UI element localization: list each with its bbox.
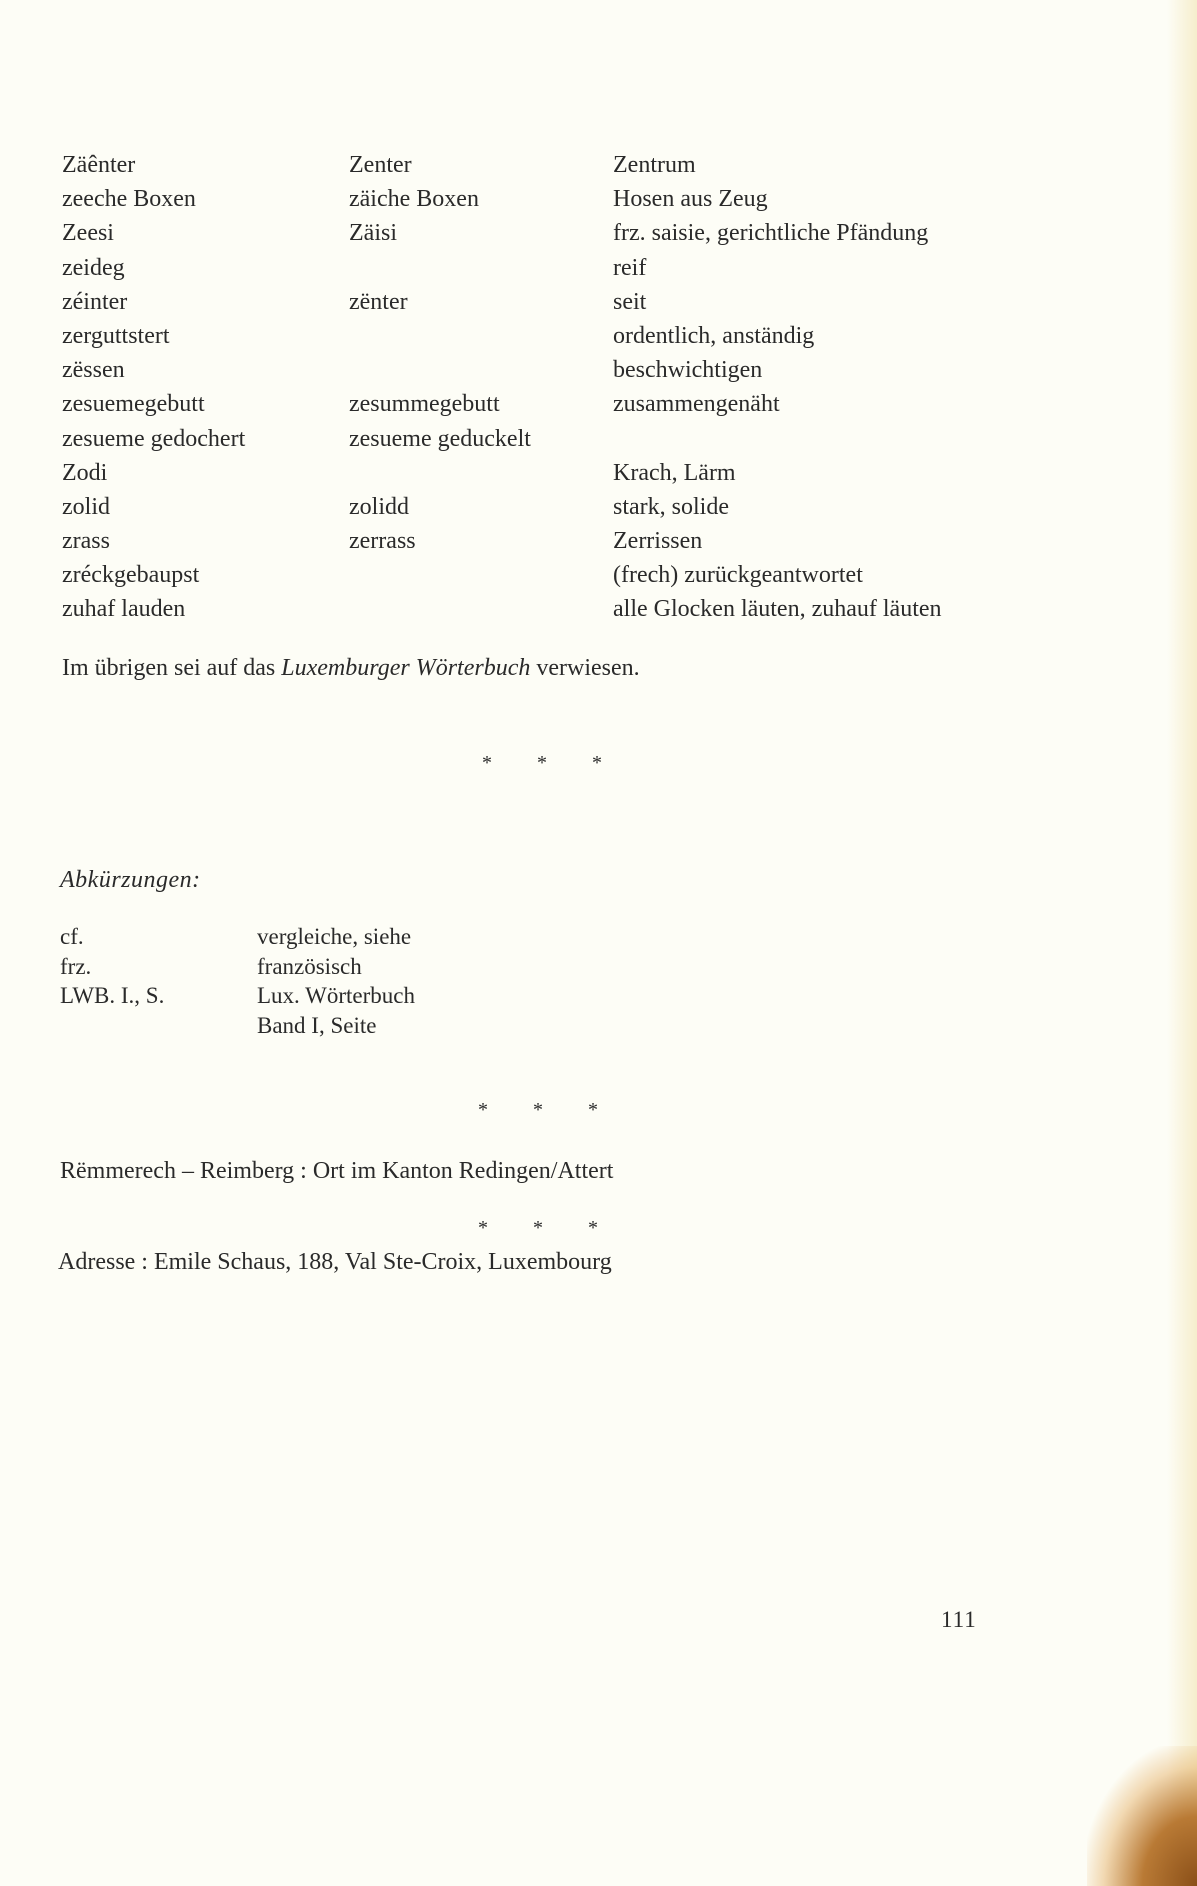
- lux-word: zuhaf lauden: [62, 596, 186, 623]
- abbreviation: LWB. I., S.: [60, 983, 165, 1008]
- table-row: [62, 148, 1022, 182]
- meaning: alle Glocken läuten, zuhauf läuten: [613, 596, 942, 623]
- lux-word: zerguttstert: [62, 322, 170, 349]
- variant-word: zerrass: [349, 528, 416, 555]
- lux-word: Zeesi: [62, 220, 114, 247]
- lux-word: zéinter: [62, 288, 128, 315]
- table-row: [62, 558, 1022, 592]
- dictionary-title: Luxemburger Wörterbuch: [281, 655, 531, 681]
- lux-word: zolid: [62, 493, 110, 520]
- corner-stain: [1087, 1746, 1197, 1886]
- table-row: [62, 251, 1022, 285]
- lux-word: zeideg: [62, 254, 125, 281]
- table-row: [62, 216, 1022, 250]
- abbreviation: cf.: [60, 924, 84, 949]
- abbreviations-list: [60, 922, 560, 1040]
- meaning: reif: [613, 254, 647, 281]
- variant-word: zesummegebutt: [349, 391, 500, 418]
- table-row: [62, 592, 1022, 626]
- section-separator: * * *: [482, 752, 622, 774]
- table-row: [62, 524, 1022, 558]
- meaning: stark, solide: [613, 493, 729, 520]
- abbreviation-meaning: französisch: [257, 953, 362, 979]
- variant-word: Zenter: [349, 152, 412, 178]
- list-item: [60, 952, 560, 982]
- vocabulary-table: [62, 148, 1022, 627]
- lux-word: zréckgebaupst: [62, 562, 200, 589]
- lux-word: zesueme gedochert: [62, 425, 246, 452]
- variant-word: zënter: [349, 288, 408, 315]
- lux-word: zesuemegebutt: [62, 391, 205, 418]
- reference-note: [62, 655, 640, 682]
- paper-edge-shading: [1167, 0, 1197, 1886]
- table-row: [62, 490, 1022, 524]
- lux-word: zrass: [62, 528, 110, 555]
- list-item: [60, 1011, 560, 1041]
- variant-word: Zäisi: [349, 220, 397, 247]
- meaning: Zentrum: [613, 152, 696, 178]
- table-row: [62, 387, 1022, 421]
- table-row: [62, 319, 1022, 353]
- meaning: Hosen aus Zeug: [613, 186, 768, 213]
- abbreviation-meaning: Band I, Seite: [257, 1012, 377, 1038]
- meaning: (frech) zurückgeantwortet: [613, 562, 863, 589]
- abbreviation: frz.: [60, 953, 92, 979]
- table-row: [62, 285, 1022, 319]
- note-suffix: verwiesen.: [530, 655, 640, 681]
- meaning: seit: [613, 288, 647, 315]
- variant-word: zesueme geduckelt: [349, 425, 531, 452]
- address-line: Adresse : Emile Schaus, 188, Val Ste-Croix, Luxembourg: [58, 1249, 612, 1275]
- lux-word: Zodi: [62, 459, 108, 486]
- meaning: frz. saisie, gerichtliche Pfändung: [613, 220, 929, 247]
- section-separator: * * *: [478, 1099, 618, 1121]
- abbreviations-title: Abkürzungen:: [60, 867, 201, 893]
- list-item: [60, 981, 560, 1011]
- table-row: [62, 353, 1022, 387]
- meaning: ordentlich, anständig: [613, 322, 815, 349]
- section-separator: * * *: [478, 1217, 618, 1239]
- meaning: zusammengenäht: [613, 391, 780, 418]
- lux-word: zeeche Boxen: [62, 186, 196, 213]
- meaning: Krach, Lärm: [613, 459, 736, 486]
- list-item: [60, 922, 560, 952]
- abbreviation-meaning: Lux. Wörterbuch: [257, 983, 415, 1008]
- note-prefix: Im übrigen sei auf das: [62, 655, 282, 681]
- page-number: 111: [941, 1607, 977, 1632]
- table-row: [62, 456, 1022, 490]
- lux-word: Zäênter: [62, 152, 136, 178]
- variant-word: zäiche Boxen: [349, 186, 479, 213]
- variant-word: zolidd: [349, 493, 409, 520]
- table-row: [62, 182, 1022, 216]
- abbreviation-meaning: vergleiche, siehe: [257, 924, 412, 949]
- meaning: beschwichtigen: [613, 357, 763, 384]
- place-line: Rëmmerech – Reimberg : Ort im Kanton Redingen/Attert: [60, 1158, 614, 1184]
- lux-word: zëssen: [62, 357, 125, 384]
- table-row: [62, 422, 1022, 456]
- meaning: Zerrissen: [613, 528, 703, 555]
